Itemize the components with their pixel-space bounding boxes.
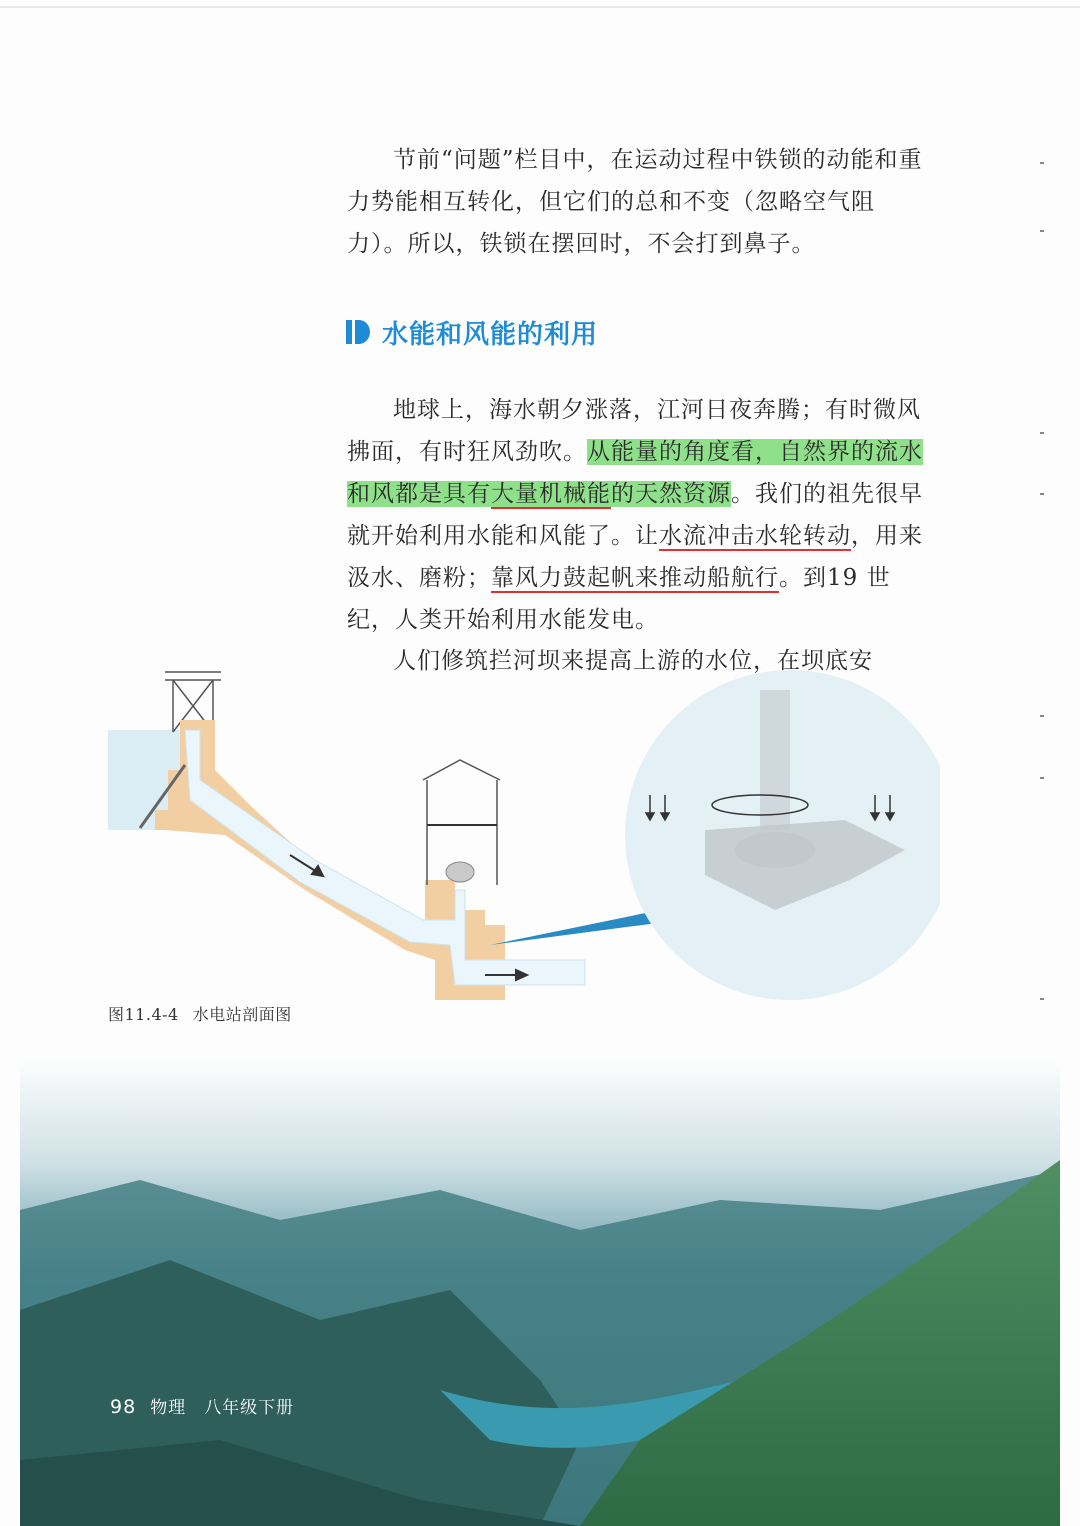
text-segment: 。到19 世纪，人类开始利用水能发电。 [347, 565, 891, 633]
turbine-shaft [760, 690, 790, 830]
margin-mark [1040, 493, 1044, 495]
mountain-valley-photo [20, 1060, 1060, 1526]
figure-title: 水电站剖面图 [192, 1005, 292, 1024]
margin-mark [1040, 432, 1044, 434]
zoom-wedge [490, 910, 665, 945]
figure-caption [108, 1002, 306, 1025]
underlined-highlighted-segment: 大量机械能 [491, 481, 611, 507]
page-footer [110, 1393, 294, 1418]
generator [446, 862, 474, 882]
underlined-text: 靠风力鼓起帆来推动船航行 [491, 565, 779, 591]
penstock-pipe [185, 730, 585, 985]
text-segment: 地球上，海水朝夕涨落，江河日夜奔腾；有时微风拂面，有时狂风劲吹。 [347, 397, 921, 465]
text-segment: ，用来汲水、磨粉； [347, 523, 923, 591]
figure-number: 图11.4-4 [108, 1005, 179, 1024]
margin-mark [1040, 777, 1044, 779]
paragraph-dam: 人们修筑拦河坝来提高上游的水位，在坝底安 [393, 648, 873, 674]
paragraph-water-wind [347, 389, 927, 641]
highlighted-segment: 从能量的角度看，自然界的流水和风都是具有 [347, 439, 923, 507]
highlighted-segment: 的天然资源 [611, 481, 731, 507]
margin-mark [1040, 162, 1044, 164]
page-number: 98 [110, 1396, 137, 1418]
hydropower-section-illustration [105, 660, 940, 1000]
margin-mark [1040, 230, 1044, 232]
margin-mark [1040, 998, 1044, 1000]
section-heading [346, 310, 598, 354]
margin-mark [1040, 715, 1044, 717]
subject-label: 物理 [150, 1398, 187, 1418]
top-edge-line [0, 6, 1080, 8]
book-label: 八年级下册 [204, 1398, 295, 1418]
text-segment: 。我们的祖先很早就开始利用水能和风能了。让 [347, 481, 923, 549]
underlined-text: 水流冲击水轮转动 [659, 523, 851, 549]
section-title: 水能和风能的利用 [382, 319, 599, 350]
section-marker-icon [346, 319, 370, 345]
paragraph-intro: 节前“问题”栏目中，在运动过程中铁锁的动能和重力势能相互转化，但它们的总和不变（忽略空气阻力）。所以，铁锁在摆回时，不会打到鼻子。 [347, 147, 923, 257]
